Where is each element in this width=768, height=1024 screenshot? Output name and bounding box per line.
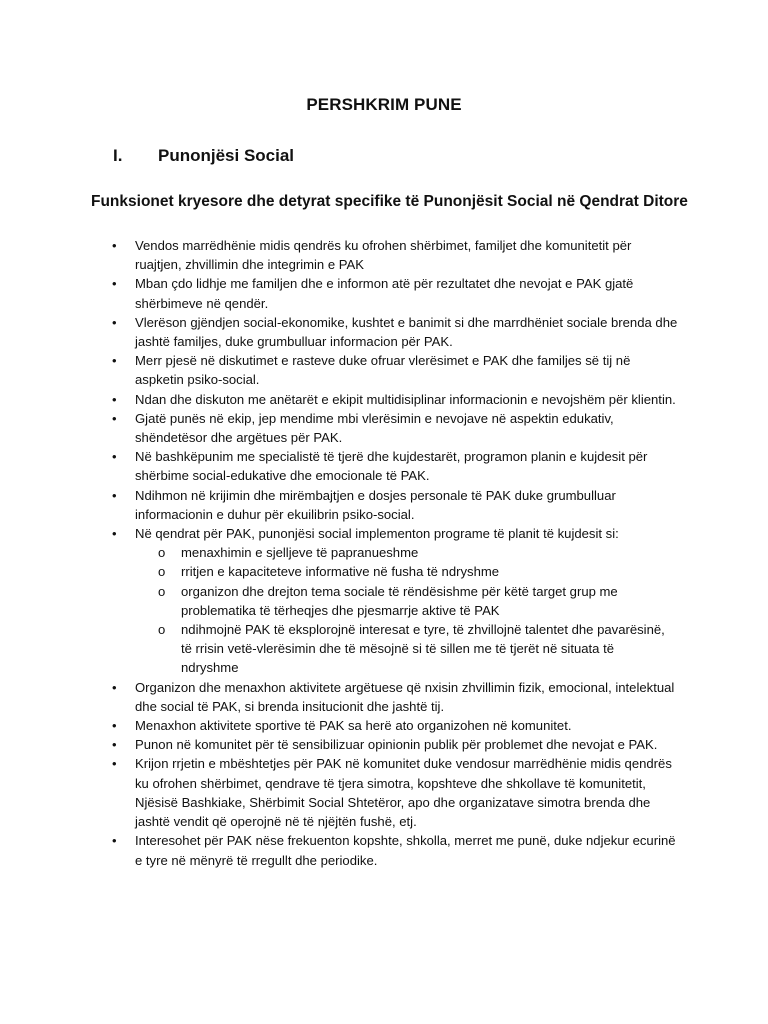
bullet-icon: • — [112, 314, 117, 330]
sub-bullet-icon: o — [158, 622, 166, 638]
bullet-icon: • — [112, 238, 117, 253]
list-item — [0, 351, 768, 389]
list-item-text: Menaxhon aktivitete sportive të PAK sa herë ato organizohen në komunitet. — [135, 718, 572, 734]
list-item-text: Vlerëson gjëndjen social-ekonomike, kushtet e banimit si dhe marrdhëniet sociale brenda dhe jashtë familjes, duke grumbulluar informacion për PAK. — [135, 314, 678, 350]
list-item — [0, 716, 768, 735]
bullet-icon: • — [112, 391, 117, 407]
bullet-icon: • — [112, 353, 117, 369]
list-item-text: Në qendrat për PAK, punonjësi social implementon programe të planit të kujdesit si: — [135, 526, 619, 542]
list-item-text: Në bashkëpunim me specialistë të tjerë dhe kujdestarët, programon planin e kujdesit për shërbime social-edukative dhe emocionale të PAK. — [135, 449, 648, 484]
list-item-text: Merr pjesë në diskutimet e rasteve duke ofruar vlerësimet e PAK dhe familjes së tij në aspketin psiko-social. — [135, 353, 631, 388]
section-number: I. — [113, 146, 123, 165]
sub-list-item-text: menaxhimin e sjelljeve të papranueshme — [181, 545, 419, 561]
sub-list-item — [0, 562, 768, 581]
sub-list-item — [0, 620, 768, 678]
bullet-icon: • — [112, 487, 117, 503]
sub-bullet-icon: o — [158, 583, 166, 599]
sub-list-item-text: ndihmojnë PAK të eksplorojnë interesat e tyre, të zhvillojnë talentet dhe pavarësinë, të rrisin vetë-vlerësimin dhe të mësojnë si të sillen me të tjerët në situata të ndryshme — [181, 622, 665, 676]
section-title: Punonjësi Social — [158, 146, 295, 165]
bullet-icon: • — [112, 679, 117, 695]
list-item — [0, 447, 768, 485]
bullet-icon: • — [112, 718, 117, 734]
bullet-icon: • — [112, 449, 117, 465]
bullet-icon: • — [112, 833, 117, 849]
list-item — [0, 236, 768, 274]
bullet-icon: • — [112, 737, 117, 753]
duties-list — [0, 236, 768, 870]
list-item — [0, 831, 768, 869]
list-item — [0, 390, 768, 409]
list-item-text: Mban çdo lidhje me familjen dhe e informon atë për rezultatet dhe nevojat e PAK gjatë shërbimeve në qendër. — [135, 276, 634, 311]
sub-list-item-text: rritjen e kapaciteteve informative në fusha të ndryshme — [181, 564, 500, 580]
list-item — [0, 678, 768, 716]
document-title: PERSHKRIM PUNE — [306, 95, 462, 114]
list-item-text: Organizon dhe menaxhon aktivitete argëtuese që nxisin zhvillimin fizik, emocional, intelektual dhe social të PAK, si brenda insitucionit dhe jashtë tij. — [135, 679, 675, 714]
list-item — [0, 274, 768, 312]
bullet-icon: • — [112, 526, 117, 542]
subheading: Funksionet kryesore dhe detyrat specifike të Punonjësit Social në Qendrat Ditore — [91, 193, 688, 210]
list-item-text: Gjatë punës në ekip, jep mendime mbi vlerësimin e nevojave në aspektin edukativ, shëndetësor dhe argëtues për PAK. — [135, 410, 614, 446]
sub-bullet-icon: o — [158, 545, 166, 561]
sub-list-item — [0, 543, 768, 562]
list-item — [0, 524, 768, 543]
list-item-text: Interesohet për PAK nëse frekuenton kopshte, shkolla, merret me punë, duke ndjekur ecurinë e tyre në mënyrë të rregullt dhe periodike. — [135, 833, 676, 868]
list-item-text: Vendos marrëdhënie midis qendrës ku ofrohen shërbimet, familjet dhe komunitetit për ruajtjen, zhvillimin dhe integrimin e PAK — [135, 238, 632, 273]
list-item — [0, 313, 768, 351]
list-item — [0, 754, 768, 831]
list-item-text: Punon në komunitet për të sensibilizuar opinionin publik për problemet dhe nevojat e PAK. — [135, 737, 658, 753]
bullet-icon: • — [112, 276, 117, 292]
list-item-text: Ndihmon në krijimin dhe mirëmbajtjen e dosjes personale të PAK duke grumbulluar informacionin e duhur për ekuilibrin psiko-social. — [135, 487, 616, 522]
sub-list-item — [0, 582, 768, 620]
list-item-text: Ndan dhe diskuton me anëtarët e ekipit multidisiplinar informacionin e nevojshëm për klientin. — [135, 391, 676, 407]
list-item — [0, 486, 768, 524]
list-item — [0, 735, 768, 754]
list-item-text: Krijon rrjetin e mbështetjes për PAK në komunitet duke vendosur marrëdhënie midis qendrës ku ofrohen shërbimet, qendrave të tjera simotra, kopshteve dhe shkollave të komunitetit, Njësisë Bashkiake, Shërbimit Social Shtetëror, apo dhe organizatave simotra brenda dhe jashtë vendit që operojnë në të njëjtën fushë, etj. — [135, 756, 672, 830]
section-heading — [113, 146, 294, 166]
sub-list-item-text: organizon dhe drejton tema sociale të rëndësishme për këtë target grup me problematika të tërheqjes dhe pjesmarrje aktive të PAK — [181, 583, 618, 618]
list-item — [0, 409, 768, 447]
bullet-icon: • — [112, 756, 117, 772]
sub-bullet-icon: o — [158, 564, 166, 580]
bullet-icon: • — [112, 410, 117, 426]
